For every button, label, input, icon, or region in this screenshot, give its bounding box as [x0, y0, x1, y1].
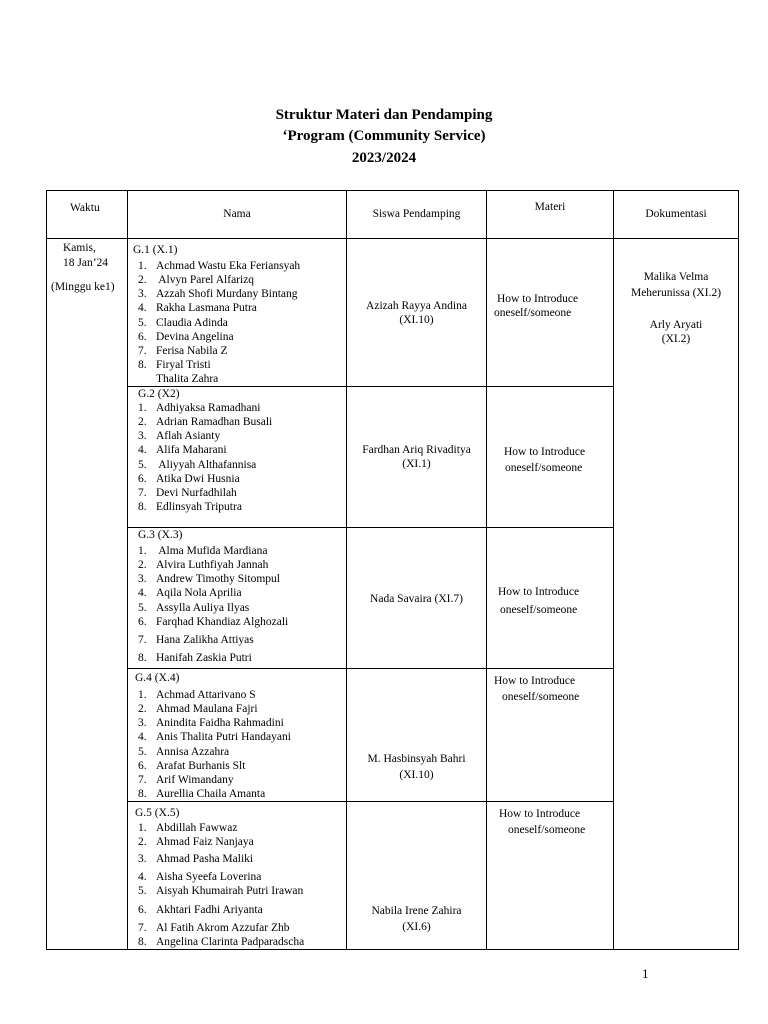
list-item: 8. Aurellia Chaila Amanta: [138, 788, 266, 800]
group-3-materi-line1: How to Introduce: [498, 586, 580, 598]
page-number: 1: [642, 966, 649, 981]
list-item: 4. Alifa Maharani: [138, 444, 227, 456]
group-4-siswa-class: (XI.10): [399, 769, 434, 781]
table-border-bottom: [46, 949, 738, 950]
list-item: 7. Ferisa Nabila Z: [138, 345, 228, 357]
group-1-siswa-name: Azizah Rayya Andina: [366, 300, 467, 312]
list-item: 1. Achmad Wastu Eka Feriansyah: [138, 260, 301, 272]
group-1-siswa-class: (XI.10): [399, 314, 434, 326]
list-item: 8. Firyal Tristi: [138, 359, 211, 371]
dokumentasi-class-1: Meherunissa (XI.2): [630, 287, 722, 299]
list-item: Thalita Zahra: [156, 373, 219, 385]
list-item: 3. Ahmad Pasha Maliki: [138, 853, 254, 865]
list-item: 7. Hana Zalikha Attiyas: [138, 634, 254, 646]
list-item: 5. Assylla Auliya Ilyas: [138, 602, 250, 614]
list-item: 6. Arafat Burhanis Slt: [138, 760, 246, 772]
list-item: 1. Abdillah Fawwaz: [138, 822, 238, 834]
group-3-siswa-name: Nada Savaira (XI.7): [370, 593, 463, 605]
group-2-title: G.2 (X2): [138, 388, 180, 400]
col-divider-3: [486, 190, 487, 950]
header-siswa-pendamping: Siswa Pendamping: [372, 208, 461, 220]
col-divider-1: [127, 190, 128, 950]
table-border-left: [46, 190, 47, 950]
group-5-siswa-name: Nabila Irene Zahira: [371, 905, 462, 917]
list-item: 8. Hanifah Zaskia Putri: [138, 652, 252, 664]
header-materi: Materi: [534, 201, 566, 213]
list-item: 2. Alvyn Parel Alfarizq: [138, 274, 255, 286]
list-item: 6. Atika Dwi Husnia: [138, 473, 240, 485]
dokumentasi-class-2: (XI.2): [661, 333, 691, 345]
group-5-title: G.5 (X.5): [135, 807, 180, 819]
group-1-materi-line2: oneself/someone: [494, 307, 572, 319]
list-item: 3. Aflah Asianty: [138, 430, 221, 442]
list-item: 5. Claudia Adinda: [138, 317, 228, 329]
document-subtitle: ‘Program (Community Service): [282, 128, 486, 144]
group-1-title: G.1 (X.1): [133, 244, 178, 256]
waktu-date: 18 Jan’24: [63, 257, 109, 269]
row-divider-1: [127, 386, 614, 387]
row-divider-4: [127, 801, 614, 802]
group-2-materi-line2: oneself/someone: [505, 462, 583, 474]
list-item: 6. Farqhad Khandiaz Alghozali: [138, 616, 289, 628]
list-item: 5. Aliyyah Althafannisa: [138, 459, 257, 471]
group-2-siswa-name: Fardhan Ariq Rivaditya: [362, 444, 471, 456]
list-item: 7. Devi Nurfadhilah: [138, 487, 237, 499]
list-item: 6. Akhtari Fadhi Ariyanta: [138, 904, 263, 916]
dokumentasi-name-2: Arly Aryati: [649, 319, 703, 331]
list-item: 8. Angelina Clarinta Padparadscha: [138, 936, 305, 948]
group-2-materi-line1: How to Introduce: [504, 446, 586, 458]
table-border-right: [738, 190, 739, 950]
list-item: 2. Ahmad Maulana Fajri: [138, 703, 258, 715]
list-item: 2. Ahmad Faiz Nanjaya: [138, 836, 254, 848]
group-1-materi-line1: How to Introduce: [497, 293, 579, 305]
row-divider-3: [127, 668, 614, 669]
document-title: Struktur Materi dan Pendamping: [275, 107, 493, 123]
list-item: 3. Anindita Faidha Rahmadini: [138, 717, 284, 729]
group-4-siswa-name: M. Hasbinsyah Bahri: [367, 753, 466, 765]
list-item: 2. Alvira Luthfiyah Jannah: [138, 559, 269, 571]
group-5-siswa-class: (XI.6): [402, 921, 431, 933]
list-item: 3. Azzah Shofi Murdany Bintang: [138, 288, 298, 300]
list-item: 8. Edlinsyah Triputra: [138, 501, 242, 513]
row-divider-2: [127, 527, 614, 528]
group-5-materi-line2: oneself/someone: [508, 824, 586, 836]
list-item: 4. Rakha Lasmana Putra: [138, 302, 257, 314]
col-divider-4: [613, 190, 614, 950]
group-4-materi-line2: oneself/someone: [502, 691, 580, 703]
list-item: 1. Achmad Attarivano S: [138, 689, 256, 701]
list-item: 2. Adrian Ramadhan Busali: [138, 416, 273, 428]
dokumentasi-name-1: Malika Velma: [643, 271, 709, 283]
table-border-top: [46, 190, 738, 191]
waktu-day: Kamis,: [63, 242, 96, 254]
list-item: 5. Aisyah Khumairah Putri Irawan: [138, 885, 304, 897]
group-4-materi-line1: How to Introduce: [494, 675, 576, 687]
list-item: 3. Andrew Timothy Sitompul: [138, 573, 280, 585]
list-item: 4. Aisha Syeefa Loverina: [138, 871, 262, 883]
header-waktu: Waktu: [70, 202, 100, 214]
header-dokumentasi: Dokumentasi: [645, 208, 707, 220]
group-2-siswa-class: (XI.1): [402, 458, 431, 470]
list-item: 5. Annisa Azzahra: [138, 746, 230, 758]
waktu-week: (Minggu ke1): [51, 281, 115, 293]
list-item: 1. Alma Mufida Mardiana: [138, 545, 268, 557]
list-item: 6. Devina Angelina: [138, 331, 234, 343]
header-nama: Nama: [223, 208, 251, 220]
group-3-title: G.3 (X.3): [138, 529, 183, 541]
list-item: 7. Arif Wimandany: [138, 774, 234, 786]
list-item: 7. Al Fatih Akrom Azzufar Zhb: [138, 922, 290, 934]
document-year: 2023/2024: [351, 150, 417, 166]
group-4-title: G.4 (X.4): [135, 672, 180, 684]
header-divider: [46, 238, 738, 239]
list-item: 4. Aqila Nola Aprilia: [138, 587, 242, 599]
list-item: 1. Adhiyaksa Ramadhani: [138, 402, 261, 414]
group-3-materi-line2: oneself/someone: [500, 604, 578, 616]
group-5-materi-line1: How to Introduce: [499, 808, 581, 820]
list-item: 4. Anis Thalita Putri Handayani: [138, 731, 291, 743]
